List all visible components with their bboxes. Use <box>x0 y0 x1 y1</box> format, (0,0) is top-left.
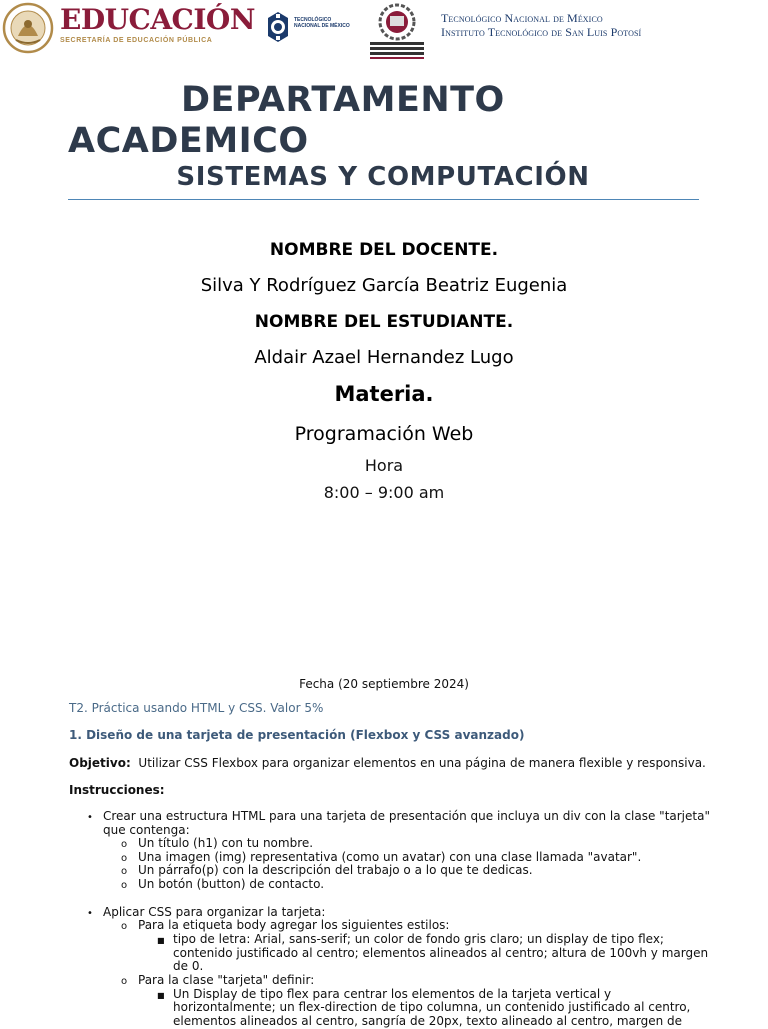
bullet-icon: • <box>87 812 93 823</box>
tecnm-logo-icon <box>264 10 292 44</box>
sub-sub-list-item-continuation: contenido justificado al centro; elementos alineados al centro; altura de 100vh y margen <box>173 946 709 960</box>
list-item-continuation: que contenga: <box>103 823 190 837</box>
title-divider <box>68 199 699 200</box>
instrucciones-label: Instrucciones: <box>69 783 165 797</box>
department-subtitle: SISTEMAS Y COMPUTACIÓN <box>176 162 590 192</box>
hora-value: 8:00 – 9:00 am <box>323 483 445 502</box>
objetivo-label: Objetivo: <box>69 756 131 770</box>
materia-label: Materia. <box>334 382 434 406</box>
square-bullet-icon: ■ <box>157 936 165 945</box>
sub-sub-list-item: Un Display de tipo flex para centrar los elementos de la tarjeta vertical y <box>173 987 612 1001</box>
sub-sub-list-item-continuation: de 0. <box>173 959 204 973</box>
itslp-logo-icon <box>366 2 428 60</box>
circle-bullet-icon: o <box>121 866 128 877</box>
sep-logo-text: EDUCACIÓN <box>60 3 255 36</box>
department-title: DEPARTAMENTO ACADEMICO <box>68 80 505 161</box>
sub-list-item: Un título (h1) con tu nombre. <box>138 836 314 850</box>
circle-bullet-icon: o <box>121 839 128 850</box>
sub-list-item: Una imagen (img) representativa (como un avatar) con una clase llamada "avatar". <box>138 850 642 864</box>
task-title: T2. Práctica usando HTML y CSS. Valor 5% <box>69 701 324 715</box>
docente-label: NOMBRE DEL DOCENTE. <box>269 240 499 260</box>
estudiante-label: NOMBRE DEL ESTUDIANTE. <box>254 312 514 332</box>
sub-list-item: Un botón (button) de contacto. <box>138 877 325 891</box>
institution-name-line1: Tecnológico Nacional de México <box>441 11 603 25</box>
sub-list-item: Para la clase "tarjeta" definir: <box>138 973 315 987</box>
sub-list-item: Un párrafo(p) con la descripción del trabajo o a lo que te dedicas. <box>138 863 533 877</box>
objetivo-text: Utilizar CSS Flexbox para organizar elementos en una página de manera flexible y responsiva. <box>138 756 706 770</box>
tecnm-logo-text: TECNOLÓGICO NACIONAL DE MÉXICO <box>294 17 350 29</box>
sub-sub-list-item-continuation: elementos alineados al centro, sangría de 20px, texto alineado al centro, margen de <box>173 1014 683 1028</box>
hora-label: Hora <box>364 456 404 475</box>
circle-bullet-icon: o <box>121 921 128 932</box>
circle-bullet-icon: o <box>121 853 128 864</box>
objetivo-paragraph <box>69 756 706 770</box>
circle-bullet-icon: o <box>121 880 128 891</box>
list-item: Crear una estructura HTML para una tarjeta de presentación que incluya un div con la clase "tarjeta" <box>103 809 710 823</box>
bullet-icon: • <box>87 908 93 919</box>
list-item: Aplicar CSS para organizar la tarjeta: <box>103 905 326 919</box>
materia-name: Programación Web <box>294 423 474 445</box>
sub-sub-list-item-continuation: horizontalmente; un flex-direction de tipo columna, un contenido justificado al centro, <box>173 1000 691 1014</box>
sep-logo-subtitle: SECRETARÍA DE EDUCACIÓN PÚBLICA <box>60 37 213 44</box>
sub-sub-list-item: tipo de letra: Arial, sans-serif; un color de fondo gris claro; un display de tipo flex; <box>173 932 664 946</box>
docente-name: Silva Y Rodríguez García Beatriz Eugenia <box>200 275 568 296</box>
circle-bullet-icon: o <box>121 976 128 987</box>
mexico-coat-of-arms-icon <box>2 2 54 54</box>
section-heading: 1. Diseño de una tarjeta de presentación (Flexbox y CSS avanzado) <box>69 728 525 742</box>
square-bullet-icon: ■ <box>157 991 165 1000</box>
sub-list-item: Para la etiqueta body agregar los siguientes estilos: <box>138 918 450 932</box>
fecha-text: Fecha (20 septiembre 2024) <box>299 677 469 691</box>
institution-name-line2: Instituto Tecnológico de San Luis Potosí <box>441 25 642 39</box>
estudiante-name: Aldair Azael Hernandez Lugo <box>254 347 514 368</box>
